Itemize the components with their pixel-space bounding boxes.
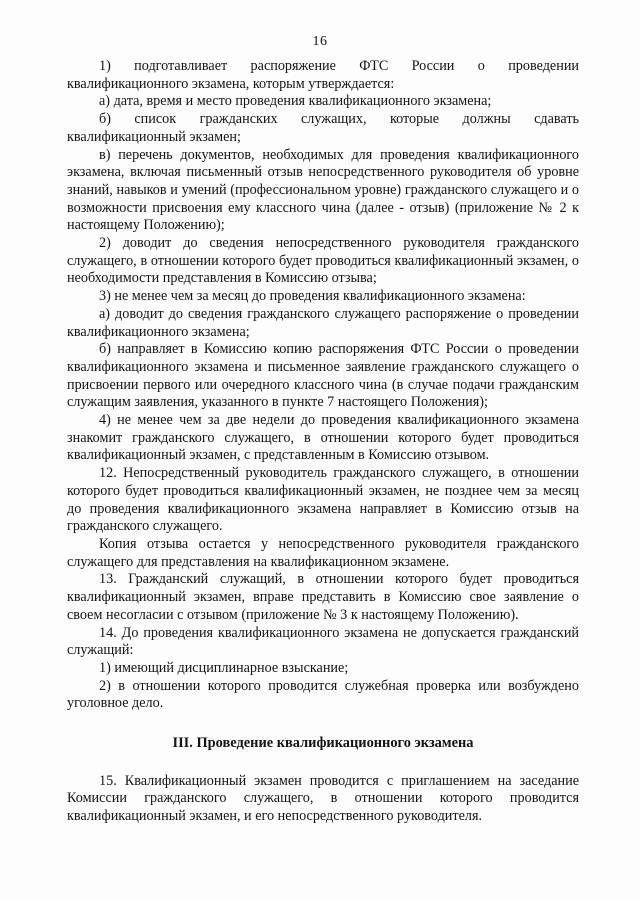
paragraph: 14. До проведения квалификационного экзамена не допускается гражданский служащий:	[67, 624, 579, 659]
paragraph: 4) не менее чем за две недели до проведения квалификационного экзамена знакомит гражданского служащего, в отношении которого будет проводиться квалификационный экзамен, с представленным в Комиссию отзывом.	[67, 412, 579, 464]
page-number: 16	[312, 34, 328, 49]
paragraph: 15. Квалификационный экзамен проводится с приглашением на заседание Комиссии гражданского служащего, в отношении которого проводится квалификационный экзамен, и его непосредственного руководителя.	[67, 772, 579, 825]
paragraph: Копия отзыва остается у непосредственного руководителя гражданского служащего для представления на квалификационном экзамене.	[67, 535, 579, 570]
paragraph: 1) имеющий дисциплинарное взыскание;	[99, 659, 349, 676]
paragraph: б) направляет в Комиссию копию распоряжения ФТС России о проведении квалификационного экзамена и письменное заявление гражданского служащего о присвоении первого или очередного классного чина (в случае подачи гражданским служащим заявления, указанного в пункте 7 настоящего Положения);	[67, 341, 579, 411]
paragraph: а) дата, время и место проведения квалификационного экзамена;	[99, 93, 492, 110]
paragraph: 13. Гражданский служащий, в отношении которого будет проводиться квалификационный экзамен, вправе представить в Комиссию свое заявление о своем несогласии с отзывом (приложение № 3 к настоящему Положению).	[67, 571, 579, 623]
paragraph: 2) доводит до сведения непосредственного руководителя гражданского служащего, в отношении которого будет проводиться квалификационный экзамен, о необходимости представления в Комиссию отзыва;	[67, 235, 579, 287]
document-body	[67, 58, 579, 826]
paragraph: 1) подготавливает распоряжение ФТС России о проведении квалификационного экзамена, которым утверждается:	[67, 58, 579, 92]
paragraph: 12. Непосредственный руководитель гражданского служащего, в отношении которого будет проводиться квалификационный экзамен, не позднее чем за месяц до проведения квалификационного экзамена направляет в Комиссию отзыв на гражданского служащего.	[67, 465, 579, 535]
paragraph: в) перечень документов, необходимых для проведения квалификационного экзамена, включая письменный отзыв непосредственного руководителя об уровне знаний, навыков и умений (профессиональном уровне) гражданского служащего и о возможности присвоения ему классного чина (далее - отзыв) (приложение № 2 к настоящему Положению);	[67, 146, 579, 234]
paragraph: 3) не менее чем за месяц до проведения квалификационного экзамена:	[99, 288, 526, 305]
paragraph: 2) в отношении которого проводится служебная проверка или возбуждено уголовное дело.	[67, 677, 579, 712]
paragraph: а) доводит до сведения гражданского служащего распоряжение о проведении квалификационного экзамена;	[67, 305, 579, 340]
paragraph: б) список гражданских служащих, которые должны сдавать квалификационный экзамен;	[67, 111, 579, 145]
section-heading: III. Проведение квалификационного экзамена	[172, 735, 474, 752]
